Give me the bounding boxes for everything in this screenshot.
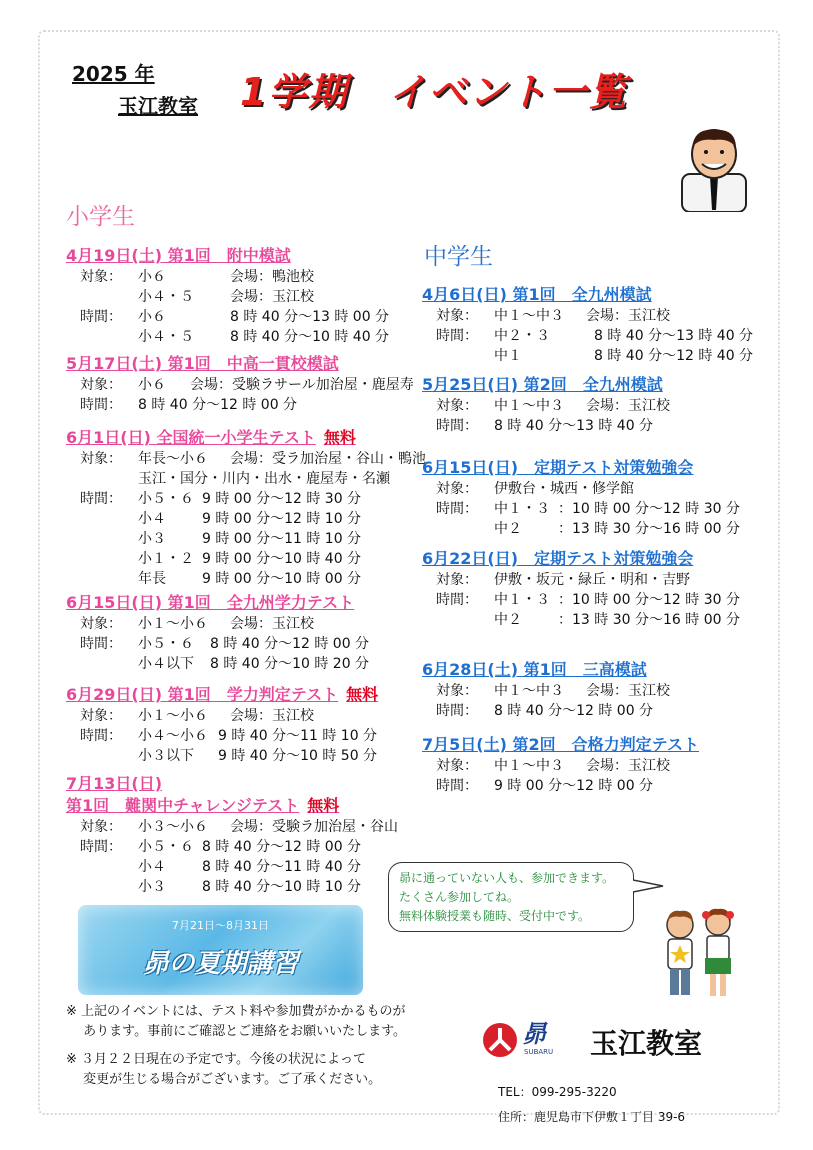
- free-badge: 無料: [307, 796, 340, 815]
- event-title: 7月13日(日): [66, 774, 163, 793]
- jh-event-3: 6月15日(日) 定期テスト対策勉強会 対象： 伊敷台・城西・修学館 時間： 中１・３ ：10 時 00 分～12 時 30 分 中２ ：13 時 30 分～16 時 00 分: [422, 458, 740, 537]
- event-title: 5月25日(日) 第2回 全九州模試: [422, 375, 663, 394]
- jh-event-6: 7月5日(土) 第2回 合格力判定テスト 対象： 中１～中３ 会場：玉江校 時間： 9 時 00 分～12 時 00 分: [422, 735, 699, 794]
- el-event-4: 6月15日(日) 第1回 全九州学力テスト 対象： 小１～小６ 会場：玉江校 時間： 小５・６ 8 時 40 分～12 時 00 分 小４以下 8 時 40 分～10 時 20 分: [66, 593, 370, 672]
- free-badge: 無料: [346, 685, 379, 704]
- event-title: 6月29日(日) 第1回 学力判定テスト: [66, 685, 339, 704]
- kids-illustration-icon: [656, 905, 746, 1005]
- free-badge: 無料: [323, 428, 356, 447]
- jh-event-1: 4月6日(日) 第1回 全九州模試 対象： 中１～中３ 会場：玉江校 時間： 中２・３ 8 時 40 分～13 時 40 分 中１ 8 時 40 分～12 時 40 分: [422, 285, 754, 364]
- event-title: 4月19日(土) 第1回 附中模試: [66, 246, 291, 265]
- event-title: 6月1日(日) 全国統一小学生テスト: [66, 428, 316, 447]
- banner-dates: 7月21日～8月31日: [172, 919, 269, 932]
- el-event-1: 4月19日(土) 第1回 附中模試 対象： 小６ 会場：鴨池校 小４・５ 会場：玉江校 時間： 小６ 8 時 40 分～13 時 00 分 小４・５ 8 時 40 分～10 時 40 分: [66, 246, 390, 345]
- elementary-heading: 小学生: [66, 204, 135, 230]
- event-title: 6月15日(日) 定期テスト対策勉強会: [422, 458, 694, 477]
- school-name: 玉江教室: [590, 1027, 703, 1060]
- event-title-2: 第1回 難関中チャレンジテスト: [66, 796, 300, 815]
- school-label: 玉江教室: [118, 94, 198, 118]
- event-title: 5月17日(土) 第1回 中高一貫校模試: [66, 354, 339, 373]
- year-label: 2025 年: [72, 62, 155, 86]
- logo-sub: SUBARU: [524, 1048, 554, 1056]
- junior-heading: 中学生: [424, 244, 493, 270]
- jh-event-4: 6月22日(日) 定期テスト対策勉強会 対象： 伊敷・坂元・緑丘・明和・吉野 時間： 中１・３ ：10 時 00 分～12 時 30 分 中２ ：13 時 30 分～16 時 00 分: [422, 549, 740, 628]
- jh-event-5: 6月28日(土) 第1回 三高模試 対象： 中１～中３ 会場：玉江校 時間： 8 時 40 分～12 時 00 分: [422, 660, 670, 719]
- teacher-illustration-icon: [676, 126, 752, 212]
- address: 住所：鹿児島市下伊敷１丁目 39-6: [498, 1110, 686, 1124]
- event-title: 4月6日(日) 第1回 全九州模試: [422, 285, 652, 304]
- phone-number: TEL：099-295-3220: [498, 1085, 617, 1099]
- summer-course-banner[interactable]: [78, 905, 363, 995]
- el-event-2: 5月17日(土) 第1回 中高一貫校模試 対象： 小６ 会場：受験ラサール加治屋・鹿屋寿 時間： 8 時 40 分～12 時 00 分: [66, 354, 414, 413]
- event-title: 6月15日(日) 第1回 全九州学力テスト: [66, 593, 355, 612]
- subaru-logo-icon: [482, 1022, 518, 1058]
- banner-title: 昴の夏期講習: [142, 949, 299, 979]
- bubble-tail-icon: [633, 876, 665, 896]
- note-1: ※ 上記のイベントには、テスト料や参加費がかかるものが あります。事前にご確認とご連絡をお願いいたします。: [66, 1004, 407, 1039]
- event-title: 7月5日(土) 第2回 合格力判定テスト: [422, 735, 699, 754]
- logo-text: 昴: [522, 1020, 546, 1048]
- page-title: 1学期 イベント一覧: [240, 70, 629, 114]
- event-title: 6月22日(日) 定期テスト対策勉強会: [422, 549, 694, 568]
- el-event-6: 7月13日(日) 第1回 難関中チャレンジテスト 無料 対象： 小３～小６ 会場：受験ラ加治屋・谷山 時間： 小５・６ 8 時 40 分～12 時 00 分 小４ 8 時 40 分～11 時 40 分 小３ 8 時 40 分～10 時 10 分: [66, 774, 398, 895]
- note-2: ※ ３月２２日現在の予定です。今後の状況によって 変更が生じる場合がございます。ご了承ください。: [66, 1052, 382, 1087]
- speech-bubble: 昴に通っていない人も、参加できます。 たくさん参加してね。 無料体験授業も随時、受付中です。: [388, 862, 634, 932]
- el-event-5: 6月29日(日) 第1回 学力判定テスト 無料 対象： 小１～小６ 会場：玉江校 時間： 小４～小６ 9 時 40 分～11 時 10 分 小３以下 9 時 40 分～10 時 50 分: [66, 685, 379, 764]
- el-event-3: 6月1日(日) 全国統一小学生テスト 無料 対象： 年長～小６ 会場：受ラ加治屋・谷山・鴨池 玉江・国分・川内・出水・鹿屋寿・名瀬 時間： 小５・６ 9 時 00 分～12 時 30 分 小４ 9 時 00 分～12 時 10 分 小３ 9 時 00 分～11 時 10 分 小１・２ 9 時 00 分～10 時 40 分 年長 9 時 00 分～10 時 00 分: [66, 428, 426, 587]
- jh-event-2: 5月25日(日) 第2回 全九州模試 対象： 中１～中３ 会場：玉江校 時間： 8 時 40 分～13 時 40 分: [422, 375, 670, 434]
- event-title: 6月28日(土) 第1回 三高模試: [422, 660, 647, 679]
